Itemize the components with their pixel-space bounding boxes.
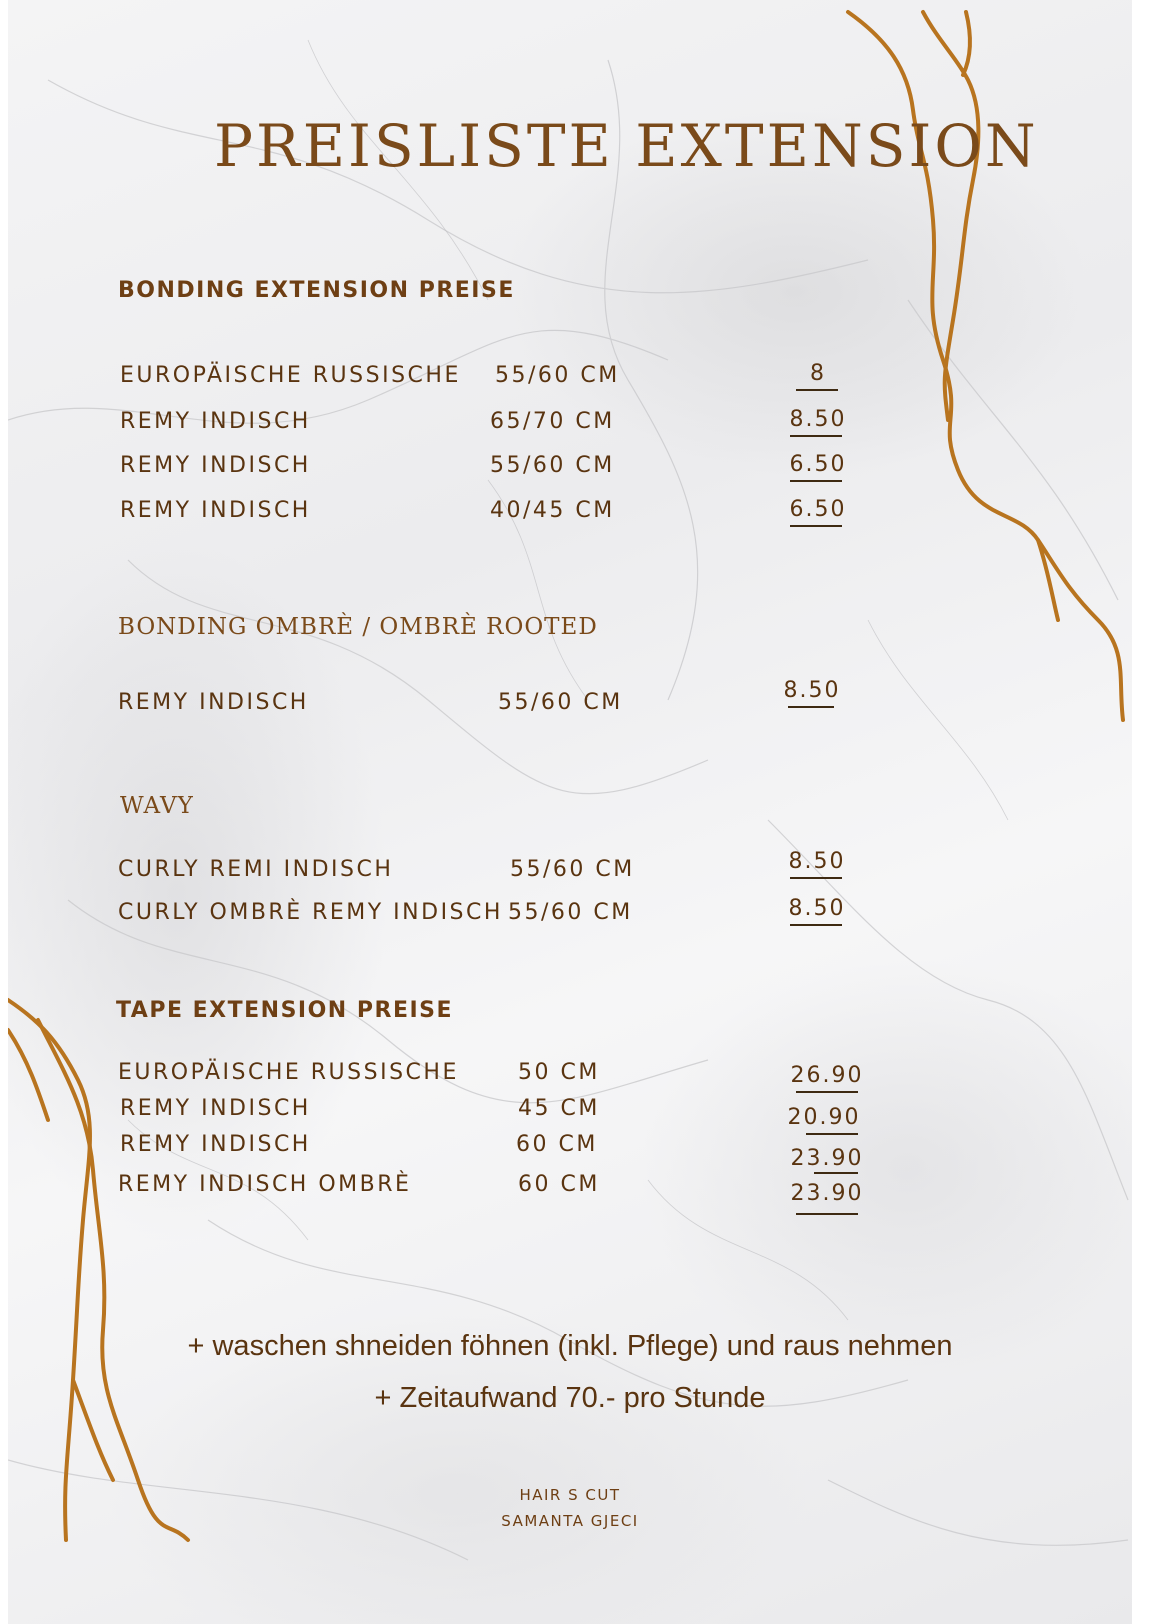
item-length: 40/45 CM [490,498,615,523]
item-name: REMY INDISCH [118,690,309,715]
section-heading-bonding: BONDING EXTENSION PREISE [118,278,515,303]
item-length: 55/60 CM [498,690,623,715]
item-length: 55/60 CM [508,900,633,925]
item-length: 55/60 CM [495,363,620,388]
price-underline [814,1172,858,1174]
item-price: 8.50 [788,896,846,921]
item-price: 8.50 [788,849,846,874]
note-hourly-rate: + Zeitaufwand 70.- pro Stunde [374,1382,766,1414]
price-underline [790,435,842,437]
item-price: 23.90 [790,1146,864,1171]
price-list-page [8,0,1132,1624]
item-length: 45 CM [518,1096,600,1121]
footer-salon-name: HAIR S CUT [519,1486,621,1504]
price-underline [790,525,842,527]
item-name: CURLY OMBRÈ REMY INDISCH [118,900,503,925]
item-name: EUROPÄISCHE RUSSISCHE [120,363,461,388]
price-underline [796,1091,858,1093]
note-services: + waschen shneiden föhnen (inkl. Pflege) und raus nehmen [187,1330,953,1362]
item-length: 60 CM [518,1172,600,1197]
price-underline [790,480,842,482]
price-underline [796,1213,858,1215]
item-length: 65/70 CM [490,409,615,434]
item-price: 23.90 [790,1181,864,1206]
item-name: REMY INDISCH [120,409,311,434]
item-name: CURLY REMI INDISCH [118,857,394,882]
item-price: 26.90 [790,1063,864,1088]
price-underline [806,1133,858,1135]
item-price: 6.50 [789,452,847,477]
item-name: REMY INDISCH [120,453,311,478]
item-name: REMY INDISCH [120,498,311,523]
item-name: REMY INDISCH [120,1132,311,1157]
item-price: 20.90 [787,1105,861,1130]
item-price: 8 [810,361,826,386]
item-name: REMY INDISCH OMBRÈ [118,1172,412,1197]
section-heading-tape: TAPE EXTENSION PREISE [116,998,454,1023]
item-length: 55/60 CM [490,453,615,478]
item-length: 60 CM [516,1132,598,1157]
item-length: 50 CM [518,1060,600,1085]
section-heading-wavy: WAVY [120,793,194,819]
page-title: PREISLISTE EXTENSION [214,112,1039,180]
item-price: 6.50 [789,497,847,522]
price-underline [790,877,842,879]
item-name: REMY INDISCH [120,1096,311,1121]
price-underline [788,706,834,708]
item-name: EUROPÄISCHE RUSSISCHE [118,1060,459,1085]
section-heading-ombre: BONDING OMBRÈ / OMBRÈ ROOTED [118,614,598,640]
footer-owner-name: SAMANTA GJECI [501,1512,639,1530]
item-price: 8.50 [783,678,841,703]
item-length: 55/60 CM [510,857,635,882]
item-price: 8.50 [789,407,847,432]
price-underline [796,389,838,391]
price-underline [790,924,842,926]
